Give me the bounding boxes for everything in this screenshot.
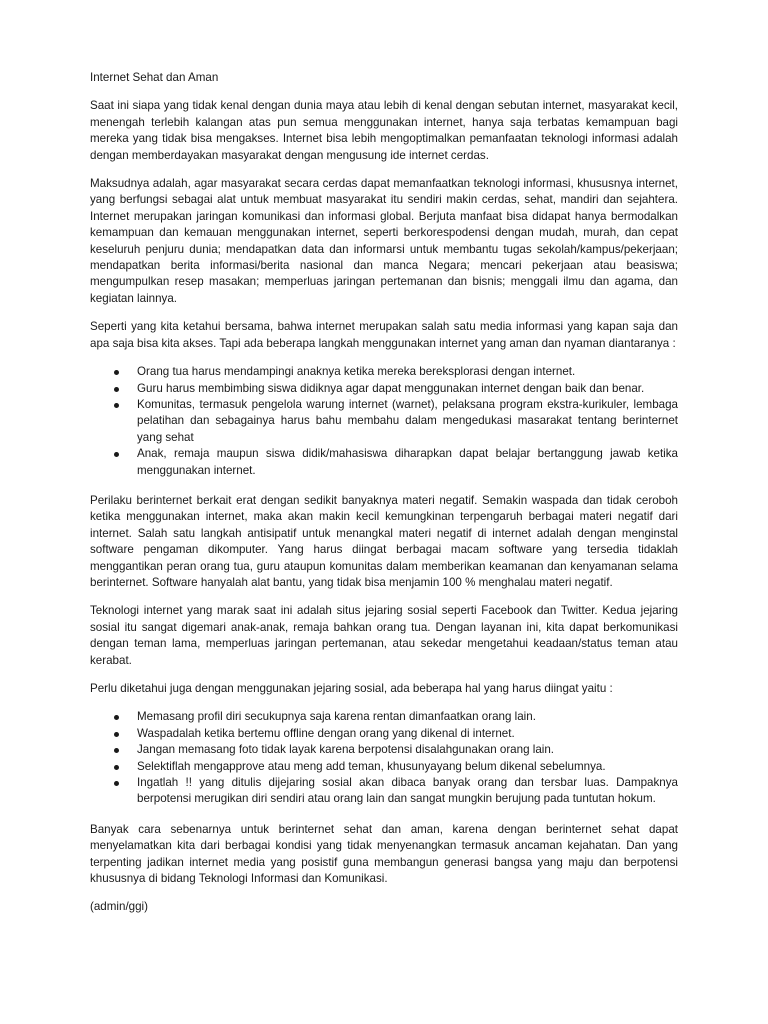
list-item: Anak, remaja maupun siswa didik/mahasiswa diharapkan dapat belajar bertanggung jawab ketika menggunakan internet. <box>90 446 678 479</box>
bullet-icon <box>114 715 119 720</box>
paragraph: Perilaku berinternet berkait erat dengan sedikit banyaknya materi negatif. Semakin waspada dan tidak ceroboh ketika menggunakan internet, maka akan makin kecil kemungkinan terpengaruh berbagai materi negatif dari internet. Salah satu langkah antisipatif untuk menangkal materi negatif di internet adalah dengan menginstal software pengaman dikomputer. Yang harus diingat berbagai macam software yang tersedia tidaklah menggantikan peran orang tua, guru ataupun komunitas dalam memberikan keamanan dan kenyamanan selama berinternet. Software hanyalah alat bantu, yang tidak bisa menjamin 100 % menghalau materi negatif. <box>90 493 678 589</box>
list-item: Ingatlah !! yang ditulis dijejaring sosial akan dibaca banyak orang dan tersbar luas. Dampaknya berpotensi merugikan diri sendiri atau orang lain dan sangat mungkin berujung pada tuntutan hokum. <box>90 775 678 808</box>
list-item: Selektiflah mengapprove atau meng add teman, khusunyayang belum dikenal sebelumnya. <box>90 759 678 775</box>
list-item: Guru harus membimbing siswa didiknya agar dapat menggunakan internet dengan baik dan benar. <box>90 381 678 397</box>
paragraph: Teknologi internet yang marak saat ini adalah situs jejaring sosial seperti Facebook dan Twitter. Kedua jejaring sosial itu sangat digemari anak-anak, remaja bahkan orang tua. Dengan layanan ini, kita dapat berkomunikasi dengan teman lama, memperluas jaringan pertemanan, atau sekedar mengetahui keadaan/status teman atau kerabat. <box>90 604 678 667</box>
bullet-icon <box>114 748 119 753</box>
paragraph: Saat ini siapa yang tidak kenal dengan dunia maya atau lebih di kenal dengan sebutan internet, masyarakat kecil, menengah terlebih kalangan atas pun semua menggunakan internet, hanya saja terbatas kemampuan bagi mereka yang tidak bisa mengakses. Internet bisa lebih mengoptimalkan pemanfaatan teknologi informasi adalah dengan memberdayakan masyarakat dengan mengusung ide internet cerdas. <box>90 99 678 162</box>
bullet-icon <box>114 732 119 737</box>
paragraph: Banyak cara sebenarnya untuk berinternet sehat dan aman, karena dengan berinternet sehat dapat menyelamatkan kita dari berbagai kondisi yang tidak menyenangkan termasuk ancaman kejahatan. Dan yang terpenting jadikan internet media yang posistif guna membangun generasi bangsa yang maju dan berpotensi khususnya di bidang Teknologi Informasi dan Komunikasi. <box>90 822 678 886</box>
bullet-icon <box>114 387 119 392</box>
list-item: Waspadalah ketika bertemu offline dengan orang yang dikenal di internet. <box>90 726 678 742</box>
list-item: Komunitas, termasuk pengelola warung internet (warnet), pelaksana program ekstra-kurikuler, lembaga pelatihan dan sebagainya harus bahu membahu dalam mengedukasi masarakat tentang berinternet yang sehat <box>90 397 678 446</box>
social-network-tips-list <box>90 709 678 807</box>
list-item: Memasang profil diri secukupnya saja karena rentan dimanfaatkan orang lain. <box>90 709 678 725</box>
bullet-icon <box>114 370 119 375</box>
list-item: Orang tua harus mendampingi anaknya ketika mereka bereksplorasi dengan internet. <box>90 364 678 380</box>
document-title: Internet Sehat dan Aman <box>90 71 219 84</box>
document-page <box>90 64 678 916</box>
author-signature: (admin/ggi) <box>90 900 148 914</box>
bullet-icon <box>114 765 119 770</box>
safety-steps-list <box>90 364 678 479</box>
list-item: Jangan memasang foto tidak layak karena berpotensi disalahgunakan orang lain. <box>90 742 678 758</box>
bullet-icon <box>114 781 119 786</box>
bullet-icon <box>114 403 119 408</box>
paragraph: Maksudnya adalah, agar masyarakat secara cerdas dapat memanfaatkan teknologi informasi, khususnya internet, yang berfungsi sebagai alat untuk membuat masyarakat itu sendiri makin cerdas, sehat, mandiri dan sejahtera. Internet merupakan jaringan komunikasi dan informasi global. Berjuta manfaat bisa didapat hanya bermodalkan kemampuan dan kemauan menggunakan internet, seperti berkorespodensi dengan mudah, murah, dan cepat keseluruh penjuru dunia; mendapatkan data dan informarsi untuk membantu tugas sekolah/kampus/pekerjaan; mendapatkan berita informasi/berita nasional dan manca Negara; mencari pekerjaan atau beasiswa; mengumpulkan resep masakan; memperluas jaringan pertemanan dan bisnis; menggali ilmu dan agama, dan kegiatan lainnya. <box>90 177 678 305</box>
bullet-icon <box>114 452 119 457</box>
paragraph: Perlu diketahui juga dengan menggunakan jejaring sosial, ada beberapa hal yang harus diingat yaitu : <box>90 682 613 695</box>
paragraph: Seperti yang kita ketahui bersama, bahwa internet merupakan salah satu media informasi yang kapan saja dan apa saja bisa kita akses. Tapi ada beberapa langkah menggunakan internet yang aman dan nyaman diantaranya : <box>90 320 678 350</box>
